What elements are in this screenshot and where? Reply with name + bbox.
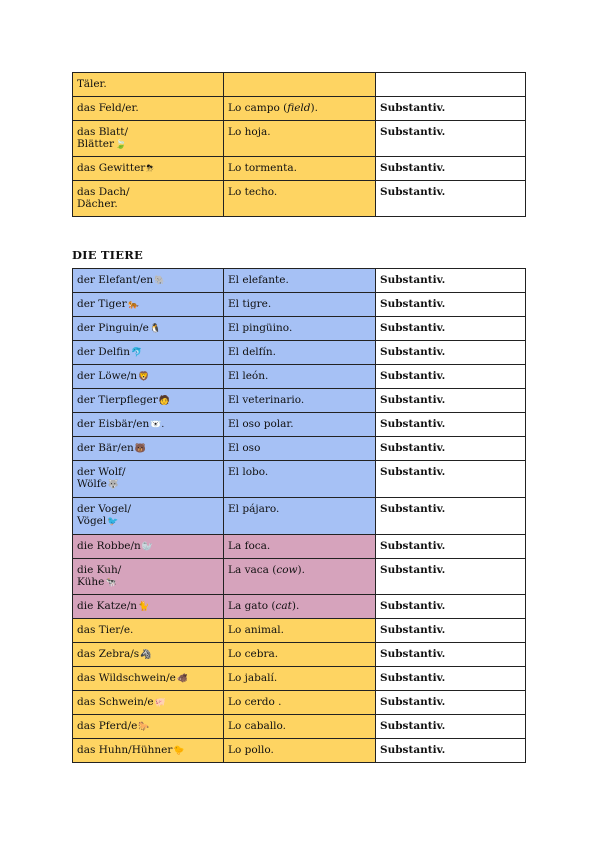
german-word: der Wolf/ Wölfe <box>77 466 126 490</box>
german-word: der Delfin <box>77 346 131 358</box>
table-row <box>73 739 526 763</box>
animal-emoji-icon: 🐗 <box>176 674 189 684</box>
table-row <box>73 667 526 691</box>
table-row <box>73 121 526 157</box>
word-type-cell: Substantiv. <box>376 413 526 437</box>
word-type-cell: Substantiv. <box>376 389 526 413</box>
animal-emoji-icon: 🐤 <box>173 746 185 756</box>
table-row <box>73 413 526 437</box>
animal-emoji-icon: 🐻 <box>134 444 147 454</box>
german-word-cell <box>73 413 224 437</box>
spanish-translation-cell: Lo campo (field). <box>224 97 376 121</box>
german-word: die Kuh/ Kühe <box>77 564 122 588</box>
animal-emoji-icon: 🦭 <box>141 542 154 552</box>
german-word: der Elefant/en <box>77 274 154 286</box>
german-word-cell <box>73 559 224 595</box>
german-word-cell <box>73 691 224 715</box>
spanish-translation-cell: El tigre. <box>224 293 376 317</box>
spanish-translation-cell: Lo jabalí. <box>224 667 376 691</box>
spanish-translation-cell: Lo caballo. <box>224 715 376 739</box>
animal-emoji-icon: 🧑 <box>158 396 170 406</box>
german-word: die Robbe/n <box>77 540 141 552</box>
spanish-translation-cell: El oso <box>224 437 376 461</box>
german-word-cell <box>73 535 224 559</box>
table-row <box>73 715 526 739</box>
table-row <box>73 389 526 413</box>
german-word-cell <box>73 715 224 739</box>
animal-emoji-icon: 🐻‍❄️. <box>150 420 165 430</box>
german-word: das Huhn/Hühner <box>77 744 173 756</box>
german-word: Täler. <box>77 78 107 90</box>
german-word-cell <box>73 157 224 181</box>
word-type-cell: Substantiv. <box>376 739 526 763</box>
word-type-cell: Substantiv. <box>376 667 526 691</box>
table-row <box>73 461 526 498</box>
german-word: der Vogel/ Vögel <box>77 503 132 527</box>
german-word: der Bär/en <box>77 442 134 454</box>
german-word-cell <box>73 619 224 643</box>
table-row <box>73 498 526 535</box>
german-word-cell <box>73 121 224 157</box>
table-row <box>73 559 526 595</box>
animal-emoji-icon: 🐧 <box>149 324 162 334</box>
german-word-cell <box>73 181 224 217</box>
vocab-table-body <box>73 269 526 763</box>
animal-emoji-icon: 🐘 <box>154 276 166 286</box>
german-word-cell <box>73 437 224 461</box>
word-type-cell: Substantiv. <box>376 691 526 715</box>
animal-emoji-icon: 🐖 <box>154 698 166 708</box>
german-word-cell <box>73 365 224 389</box>
german-word: die Katze/n <box>77 600 138 612</box>
animal-emoji-icon: 🐄 <box>105 578 117 588</box>
table-row <box>73 269 526 293</box>
german-word: das Zebra/s <box>77 648 140 660</box>
table-row <box>73 643 526 667</box>
animal-emoji-icon: 🐅 <box>127 300 139 310</box>
vocab-table-animals <box>72 268 526 763</box>
section-title: DIE TIERE <box>72 248 143 262</box>
word-type-cell: Substantiv. <box>376 715 526 739</box>
table-row <box>73 595 526 619</box>
word-type-cell: Substantiv. <box>376 498 526 535</box>
vocab-table-body <box>73 73 526 217</box>
table-row <box>73 619 526 643</box>
word-type-cell: Substantiv. <box>376 341 526 365</box>
animal-emoji-icon: 🦓 <box>140 650 152 660</box>
animal-emoji-icon: ⛈ <box>146 164 154 174</box>
spanish-translation-cell: El delfín. <box>224 341 376 365</box>
spanish-translation-cell: Lo cebra. <box>224 643 376 667</box>
word-type-cell: Substantiv. <box>376 619 526 643</box>
spanish-translation-cell: Lo animal. <box>224 619 376 643</box>
table-row <box>73 437 526 461</box>
animal-emoji-icon: 🦁 <box>138 372 150 382</box>
word-type-cell: Substantiv. <box>376 595 526 619</box>
animal-emoji-icon: 🐦 <box>107 517 119 527</box>
animal-emoji-icon: 🐈 <box>138 602 150 612</box>
word-type-cell: Substantiv. <box>376 157 526 181</box>
word-type-cell: Substantiv. <box>376 559 526 595</box>
spanish-translation-cell: La vaca (cow). <box>224 559 376 595</box>
german-word-cell <box>73 739 224 763</box>
german-word-cell <box>73 595 224 619</box>
table-row <box>73 293 526 317</box>
german-word-cell <box>73 389 224 413</box>
german-word-cell <box>73 341 224 365</box>
spanish-translation-cell: La gato (cat). <box>224 595 376 619</box>
word-type-cell <box>376 73 526 97</box>
word-type-cell: Substantiv. <box>376 535 526 559</box>
german-word-cell <box>73 293 224 317</box>
german-word: das Feld/er. <box>77 102 139 114</box>
word-type-cell: Substantiv. <box>376 121 526 157</box>
german-word-cell <box>73 97 224 121</box>
german-word-cell <box>73 461 224 498</box>
table-row <box>73 691 526 715</box>
word-type-cell: Substantiv. <box>376 269 526 293</box>
table-row <box>73 341 526 365</box>
german-word-cell <box>73 269 224 293</box>
german-word-cell <box>73 643 224 667</box>
animal-emoji-icon: 🍃 <box>115 140 127 150</box>
table-row <box>73 181 526 217</box>
spanish-translation-cell: El león. <box>224 365 376 389</box>
word-type-cell: Substantiv. <box>376 293 526 317</box>
table-row <box>73 73 526 97</box>
table-row <box>73 365 526 389</box>
spanish-translation-cell: Lo techo. <box>224 181 376 217</box>
german-word: das Wildschwein/e <box>77 672 176 684</box>
word-type-cell: Substantiv. <box>376 97 526 121</box>
german-word: der Tiger <box>77 298 127 310</box>
german-word: das Tier/e. <box>77 624 134 636</box>
spanish-translation-cell: El pingüino. <box>224 317 376 341</box>
word-type-cell: Substantiv. <box>376 365 526 389</box>
table-row <box>73 157 526 181</box>
spanish-translation-cell: Lo hoja. <box>224 121 376 157</box>
word-type-cell: Substantiv. <box>376 643 526 667</box>
animal-emoji-icon: 🐬 <box>131 348 143 358</box>
german-word: das Pferd/e <box>77 720 138 732</box>
word-type-cell: Substantiv. <box>376 437 526 461</box>
spanish-translation-cell: El oso polar. <box>224 413 376 437</box>
spanish-translation-cell: El veterinario. <box>224 389 376 413</box>
german-word: der Eisbär/en <box>77 418 150 430</box>
german-word-cell <box>73 498 224 535</box>
german-word: der Pinguin/e <box>77 322 149 334</box>
spanish-translation-cell: El elefante. <box>224 269 376 293</box>
german-word: das Dach/ Dächer. <box>77 186 130 210</box>
german-word: das Blatt/ Blätter <box>77 126 129 150</box>
german-word: das Gewitter <box>77 162 146 174</box>
spanish-translation-cell: El lobo. <box>224 461 376 498</box>
animal-emoji-icon: 🐎 <box>138 722 150 732</box>
spanish-translation-cell: El pájaro. <box>224 498 376 535</box>
spanish-translation-cell: La foca. <box>224 535 376 559</box>
table-row <box>73 317 526 341</box>
german-word: der Löwe/n <box>77 370 138 382</box>
word-type-cell: Substantiv. <box>376 461 526 498</box>
table-row <box>73 97 526 121</box>
word-type-cell: Substantiv. <box>376 317 526 341</box>
spanish-translation-cell <box>224 73 376 97</box>
spanish-translation-cell: Lo pollo. <box>224 739 376 763</box>
german-word: der Tierpfleger <box>77 394 158 406</box>
german-word-cell <box>73 73 224 97</box>
german-word-cell <box>73 667 224 691</box>
animal-emoji-icon: 🐺 <box>107 480 120 490</box>
german-word-cell <box>73 317 224 341</box>
german-word: das Schwein/e <box>77 696 154 708</box>
spanish-translation-cell: Lo cerdo . <box>224 691 376 715</box>
table-row <box>73 535 526 559</box>
spanish-translation-cell: Lo tormenta. <box>224 157 376 181</box>
word-type-cell: Substantiv. <box>376 181 526 217</box>
vocab-table-landscape <box>72 72 526 217</box>
